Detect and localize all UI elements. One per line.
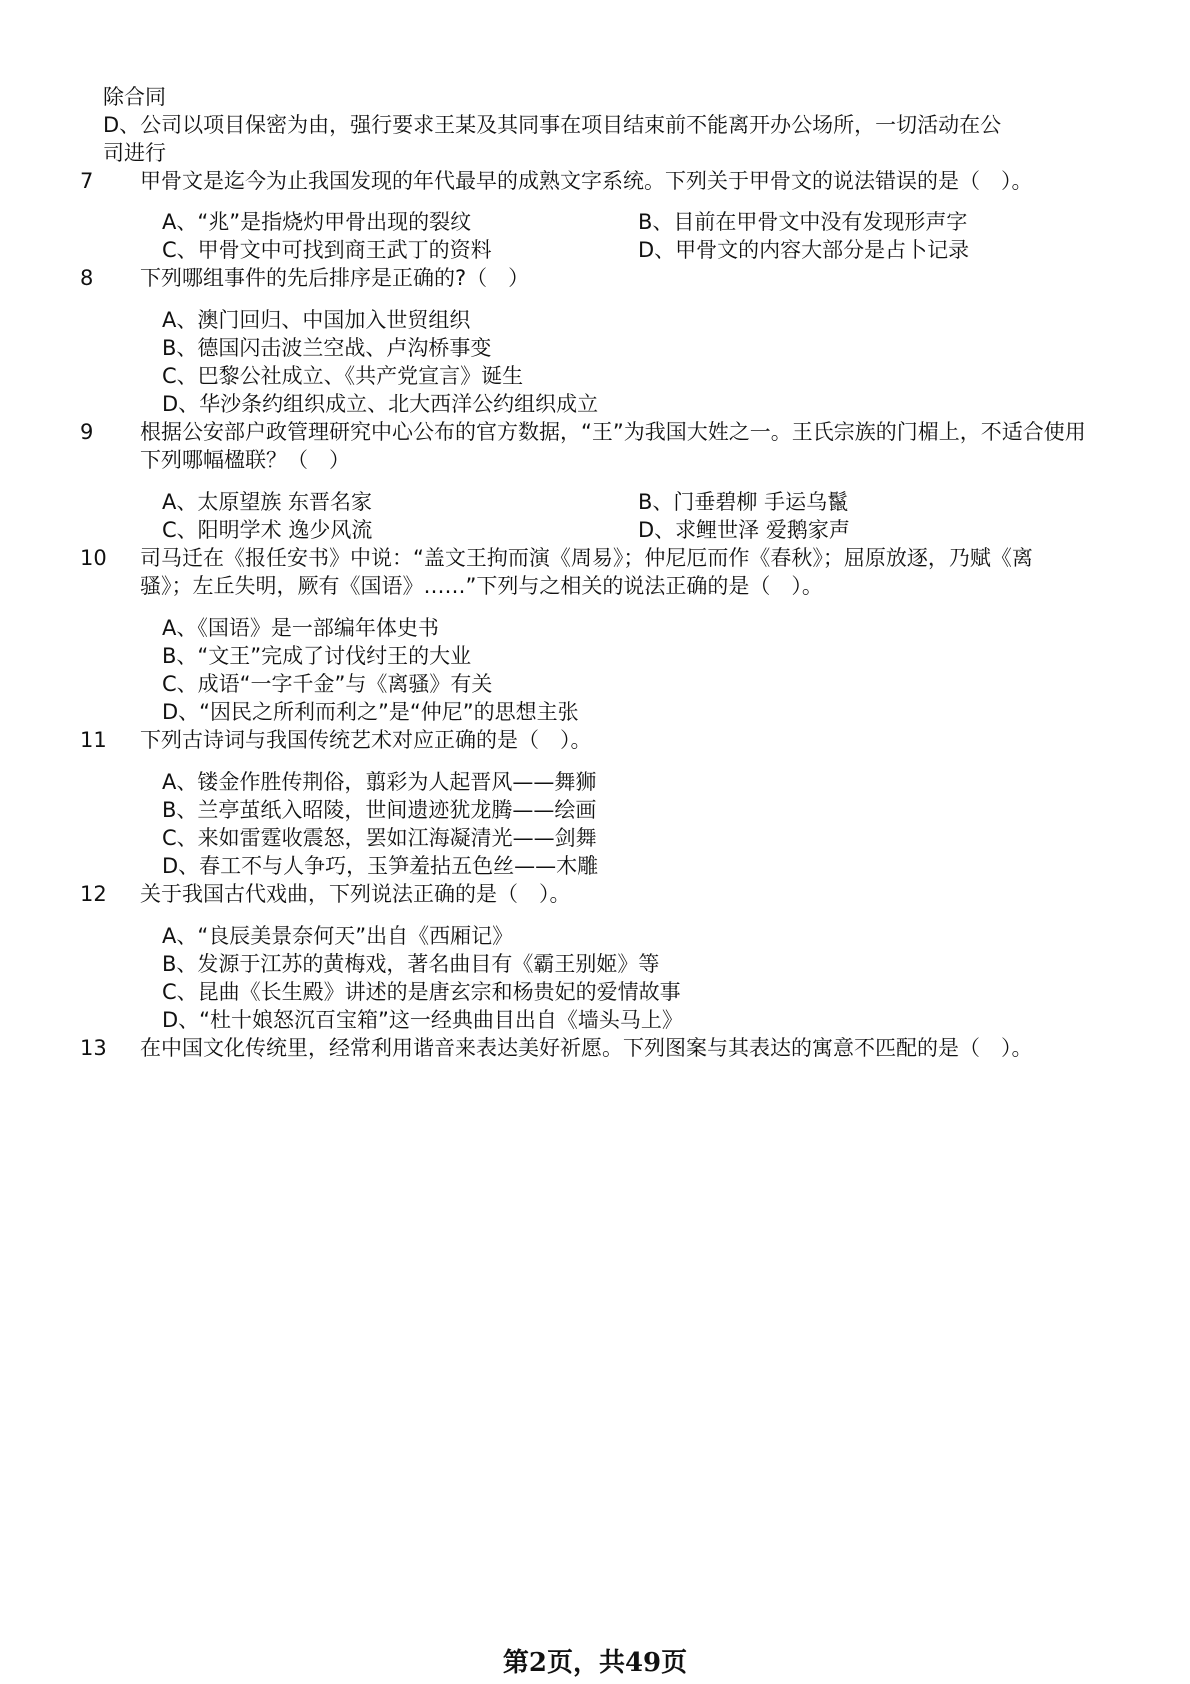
question-text: 根据公安部户政管理研究中心公布的官方数据，“王”为我国大姓之一。王氏宗族的门楣上，不适合使用 — [140, 420, 1086, 444]
question-number: 11 — [80, 728, 107, 752]
option: C、阳明学术 逸少风流 — [162, 518, 373, 542]
option: D、春工不与人争巧，玉笋羞拈五色丝——木雕 — [162, 854, 599, 878]
option: C、甲骨文中可找到商王武丁的资料 — [162, 238, 492, 262]
question-text: 甲骨文是迄今为止我国发现的年代最早的成熟文字系统。下列关于甲骨文的说法错误的是（ ）。 — [140, 169, 1033, 193]
page-footer: 第2页，共49页 — [502, 1648, 688, 1678]
continuation-line: 司进行 — [103, 141, 166, 165]
option: C、昆曲《长生殿》讲述的是唐玄宗和杨贵妃的爱情故事 — [162, 980, 681, 1004]
option: C、成语“一字千金”与《离骚》有关 — [162, 672, 493, 696]
option: C、来如雷霆收震怒，罢如江海凝清光——剑舞 — [162, 826, 597, 850]
question-text: 骚》；左丘失明，厥有《国语》……”下列与之相关的说法正确的是（ ）。 — [140, 574, 823, 598]
option: D、甲骨文的内容大部分是占卜记录 — [638, 238, 970, 262]
option: D、“因民之所利而利之”是“仲尼”的思想主张 — [162, 700, 579, 724]
question-number: 10 — [80, 546, 107, 570]
question-number: 13 — [80, 1036, 107, 1060]
question-text: 下列古诗词与我国传统艺术对应正确的是（ ）。 — [140, 728, 592, 752]
continuation-line: D、公司以项目保密为由，强行要求王某及其同事在项目结束前不能离开办公场所，一切活动在公 — [103, 113, 1002, 137]
option: B、兰亭茧纸入昭陵，世间遗迹犹龙腾——绘画 — [162, 798, 597, 822]
option: B、德国闪击波兰空战、卢沟桥事变 — [162, 336, 492, 360]
option: A、澳门回归、中国加入世贸组织 — [162, 308, 471, 332]
option: A、太原望族 东晋名家 — [162, 490, 373, 514]
question-text: 关于我国古代戏曲，下列说法正确的是（ ）。 — [140, 882, 571, 906]
continuation-line: 除合同 — [103, 85, 166, 109]
question-text: 在中国文化传统里，经常利用谐音来表达美好祈愿。下列图案与其表达的寓意不匹配的是（ ）。 — [140, 1036, 1033, 1060]
option: A、“兆”是指烧灼甲骨出现的裂纹 — [162, 210, 472, 234]
question-text: 下列哪幅楹联？（ ） — [140, 448, 350, 472]
option: D、华沙条约组织成立、北大西洋公约组织成立 — [162, 392, 599, 416]
question-number: 9 — [80, 420, 94, 444]
option: B、目前在甲骨文中没有发现形声字 — [638, 210, 968, 234]
option: B、门垂碧柳 手运乌鬣 — [638, 490, 849, 514]
option: C、巴黎公社成立、《共产党宣言》诞生 — [162, 364, 524, 388]
option: D、“杜十娘怒沉百宝箱”这一经典曲目出自《墙头马上》 — [162, 1008, 683, 1032]
question-number: 12 — [80, 882, 107, 906]
option: A、“良辰美景奈何天”出自《西厢记》 — [162, 924, 514, 948]
question-text: 司马迁在《报任安书》中说：“盖文王拘而演《周易》；仲尼厄而作《春秋》；屈原放逐，乃赋《离 — [140, 546, 1033, 570]
question-number: 8 — [80, 266, 94, 290]
option: B、“文王”完成了讨伐纣王的大业 — [162, 644, 472, 668]
option: A、镂金作胜传荆俗，翦彩为人起晋风——舞狮 — [162, 770, 597, 794]
option: A、《国语》是一部编年体史书 — [162, 616, 439, 640]
option: B、发源于江苏的黄梅戏，著名曲目有《霸王别姬》等 — [162, 952, 660, 976]
option: D、求鲤世泽 爱鹅家声 — [638, 518, 850, 542]
question-number: 7 — [80, 169, 94, 193]
question-text: 下列哪组事件的先后排序是正确的?（ ） — [140, 266, 530, 290]
